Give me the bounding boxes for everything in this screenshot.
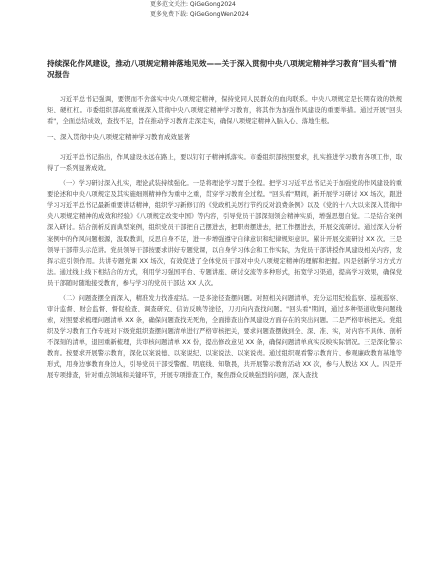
section-heading: 一、深入贯彻中央八项规定精神学习教育成效显著 xyxy=(47,133,190,142)
section-intro-paragraph: 习近平总书记指出，作风建设永远在路上，要以钉钉子精神抓落实。市委组织部按照要求，扎实推进学习教育各项工作，取得了一系列显著成效。 xyxy=(47,154,402,173)
document-title: 持续深化作风建设，推动八项规定精神落地见效——关于深入贯彻中央八项规定精神学习教育"回头看"情况报告 xyxy=(47,59,397,79)
subsection-2-paragraph: （二）问题查摆全面深入，精准发力找准症结。一是多途径查摆问题。对照相关问题清单，充分运用纪检监察、巡视巡察、审计监督、财会监督、督促检查、调查研究、信访反映等途径，刀刃向内查找问题。"回头看"期间，通过多种渠道收集问题线索，对照要求梳理问题清单 XX 条，确保问题查找无死角，全面排查出作风建设方面存在的突出问题。二是严格审核把关。党组织及学习教育工作专班对下级党组织查摆问题清单进行严格审核把关，要求问题查摆做到全、深、准、实，对内容不具体、剖析不深刻的清单，退回重新梳理，共审核问题清单 XX 份，提出修改意见 XX 条，确保问题清单真实反映实际情况。三是深化警示教育。按要求开展警示教育，深化以案说德、以案说纪、以案说法、以案说责。通过组织观看警示教育片、参观廉政教育基地等形式，用身边事教育身边人，引导党员干部受警醒、明底线、知敬畏，共开展警示教育活动 XX 次，参与人数达 XX 人。四是开展专项排查，针对重点领域和关键环节，开展专项排查工作，聚焦群众反映强烈的问题，深入查找 xyxy=(47,294,402,380)
intro-paragraph: 习近平总书记强调，要锲而不舍落实中央八项规定精神，保持党同人民群众的血肉联系。中央八项规定是长期有效的铁规矩、硬杠杠。市委组织部高度重视深入贯彻中央八项规定精神学习教育，将其作为加强作风建设的重要举措。通过开展"回头看"，全面总结成效，查找不足，旨在推动学习教育走深走实，确保八项规定精神入脑入心、落地生根。 xyxy=(47,96,402,126)
header-line-1: 更多范文关注: QiGeGong2024 xyxy=(150,1,236,8)
header-watermark xyxy=(150,0,300,20)
subsection-1-paragraph: （一）学习研讨深入扎实，理论武装持续强化。一是将理论学习置于全程。把学习习近平总书记关于加强党的作风建设的重要论述和中央八项规定及其实施细则精神作为重中之重，贯穿学习教育全过程。"回头看"期间，新开展学习研讨 XX 场次，跟进学习习近平总书记最新重要讲话精神，组织学习新修订的《党政机关厉行节约反对浪费条例》以及《党的十八大以来深入贯彻中央八项规定精神的成效和经验》《八项规定改变中国》等内容，引导党员干部深刻领会精神实质，增强思想自觉。二是结合案例深入研讨。结合剖析反面典型案例，组织党员干部把自己摆进去，把职责摆进去，把工作摆进去，开展交流研讨。通过深入分析案例中的作风问题根源，汲取教训，反思自身不足，进一步增强遵守自律意识和纪律规矩意识。累计开展交流研讨 XX 次。三是领导干部带头示范讲。党员领导干部按要求讲好专题党课，以自身学习体会和工作实际，为党员干部讲授作风建设相关内容，发挥示范引领作用。共讲专题党课 XX 场次，有效促进了全体党员干部对中央八项规定精神的理解和把握。四是创新学习方式方法。通过线上线下相结合的方式，利用学习强国平台、专题讲座、研讨交流等多种形式，拓宽学习渠道，提高学习效果，确保党员干部随时随地接受教育，参与学习的党员干部达 XX 人次。 xyxy=(47,180,402,287)
header-line-2: 更多免费下载: QiGeGongWen2024 xyxy=(150,11,249,18)
document-body xyxy=(47,94,402,385)
